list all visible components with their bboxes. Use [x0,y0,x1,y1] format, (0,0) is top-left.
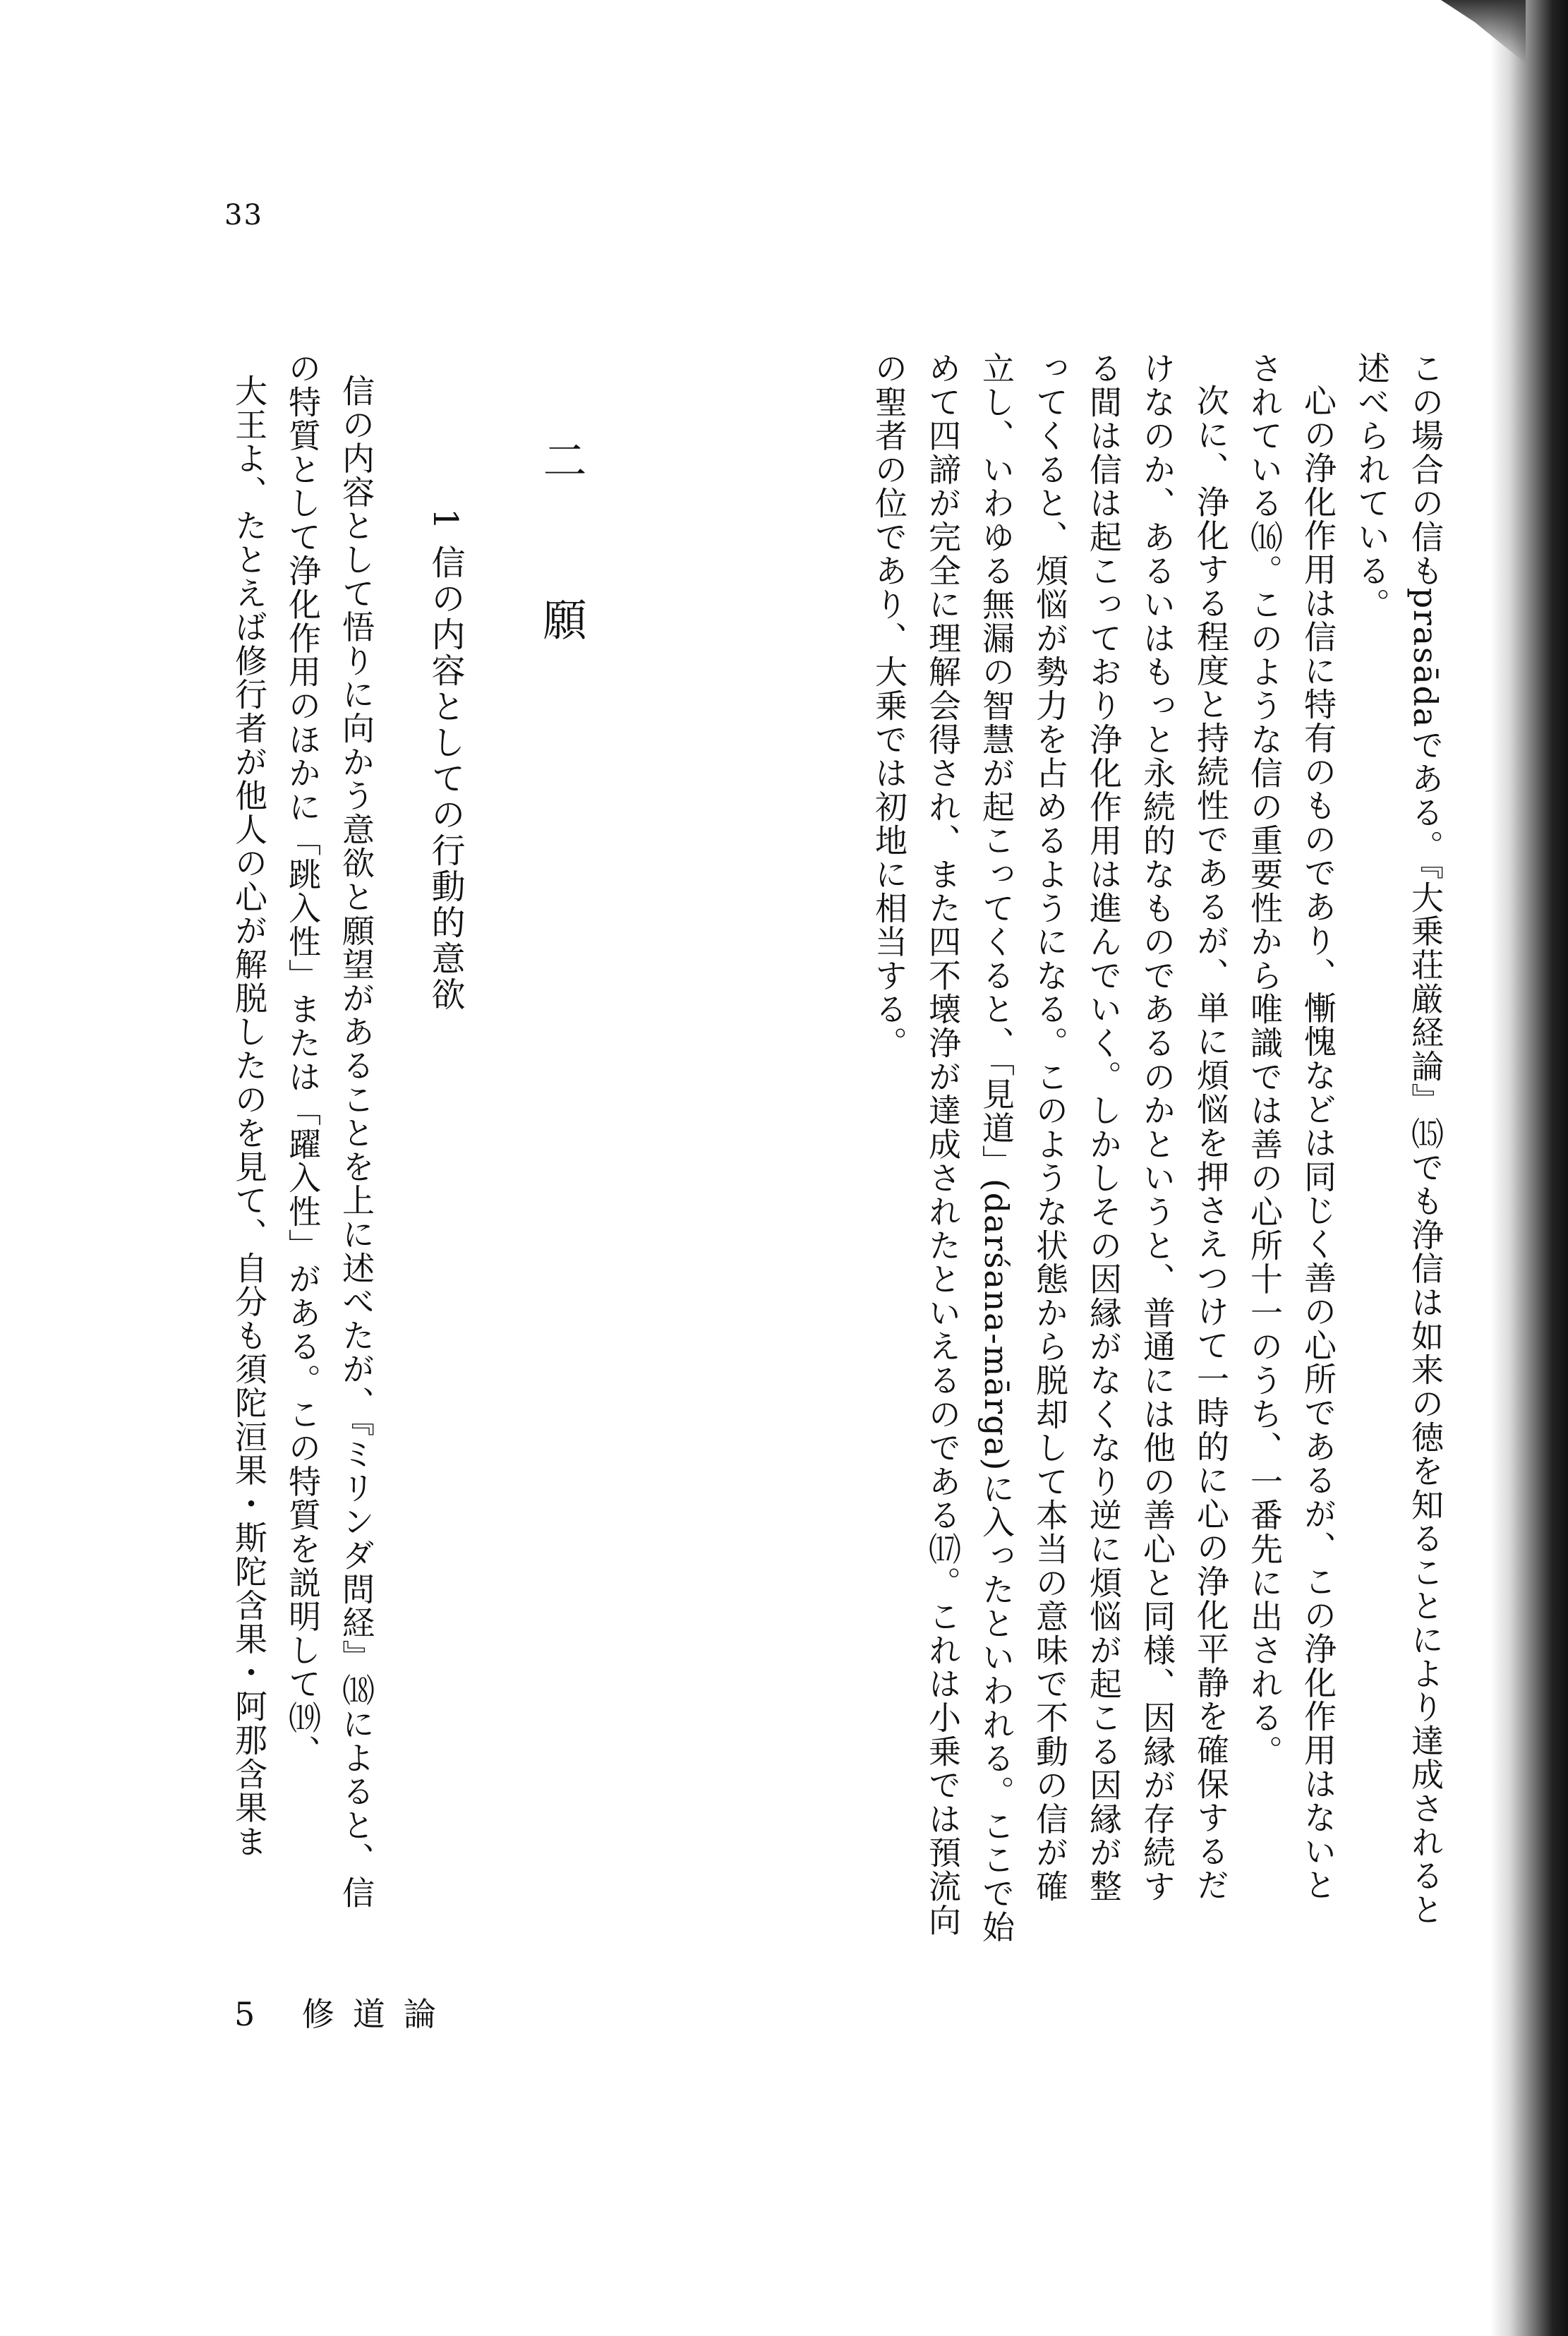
subsection-title: 1 信の内容としての行動的意欲 [426,508,465,1013]
running-head: 5 修道論 [234,1995,454,2033]
text-column: 立し、いわゆる無漏の智慧が起こってくると、「見道」(darśana-mārga)に入ったといわれる。ここで始 [977,351,1015,1944]
text-column: の聖者の位であり、大乗では初地に相当する。 [870,351,908,1060]
text-column: る間は信は起こっており浄化作用は進んでいく。しかしその因縁がなくなり逆に煩悩が起こる因縁が整 [1085,351,1123,1903]
text-column: 述べられている。 [1353,351,1391,622]
text-column: 次に、浄化する程度と持続性であるが、単に煩悩を押さえつけて一時的に心の浄化平静を確保するだ [1192,384,1230,1902]
text-column: の特質として浄化作用のほかに「跳入性」または「躍入性」がある。この特質を説明して⒆、 [284,351,322,1769]
text-column: 大王よ、たとえば修行者が他人の心が解脱したのを見て、自分も須陀洹果・斯陀含果・阿那含果ま [230,374,268,1859]
section-title: 二 願 [536,438,587,692]
text-column: けなのか、あるいはもっと永続的なものであるのかというと、普通には他の善心と同様、因縁が存続す [1138,351,1176,1903]
text-column: 信の内容として悟りに向かう意欲と願望があることを上に述べたが、『ミリンダ問経』⒅によると、信 [337,374,375,1910]
text-column: めて四諦が完全に理解会得され、また四不壊浄が達成されたといえるのである⒄。これは小乗では預流向 [924,351,962,1937]
text-column: この場合の信もprasādaである。『大乗荘厳経論』⒂でも浄信は如来の徳を知ることにより達成されると [1406,351,1445,1927]
text-column: 心の浄化作用は信に特有のものであり、慚愧などは同じく善の心所であるが、この浄化作用はないと [1299,384,1337,1902]
text-column: ってくると、煩悩が勢力を占めるようになる。このような状態から脱却して本当の意味で不動の信が確 [1031,351,1069,1903]
page-number: 33 [224,199,263,231]
page-binding-shadow [1490,0,1568,2336]
text-column: されている⒃。このような信の重要性から唯識では善の心所十一のうち、一番先に出される。 [1246,351,1284,1769]
